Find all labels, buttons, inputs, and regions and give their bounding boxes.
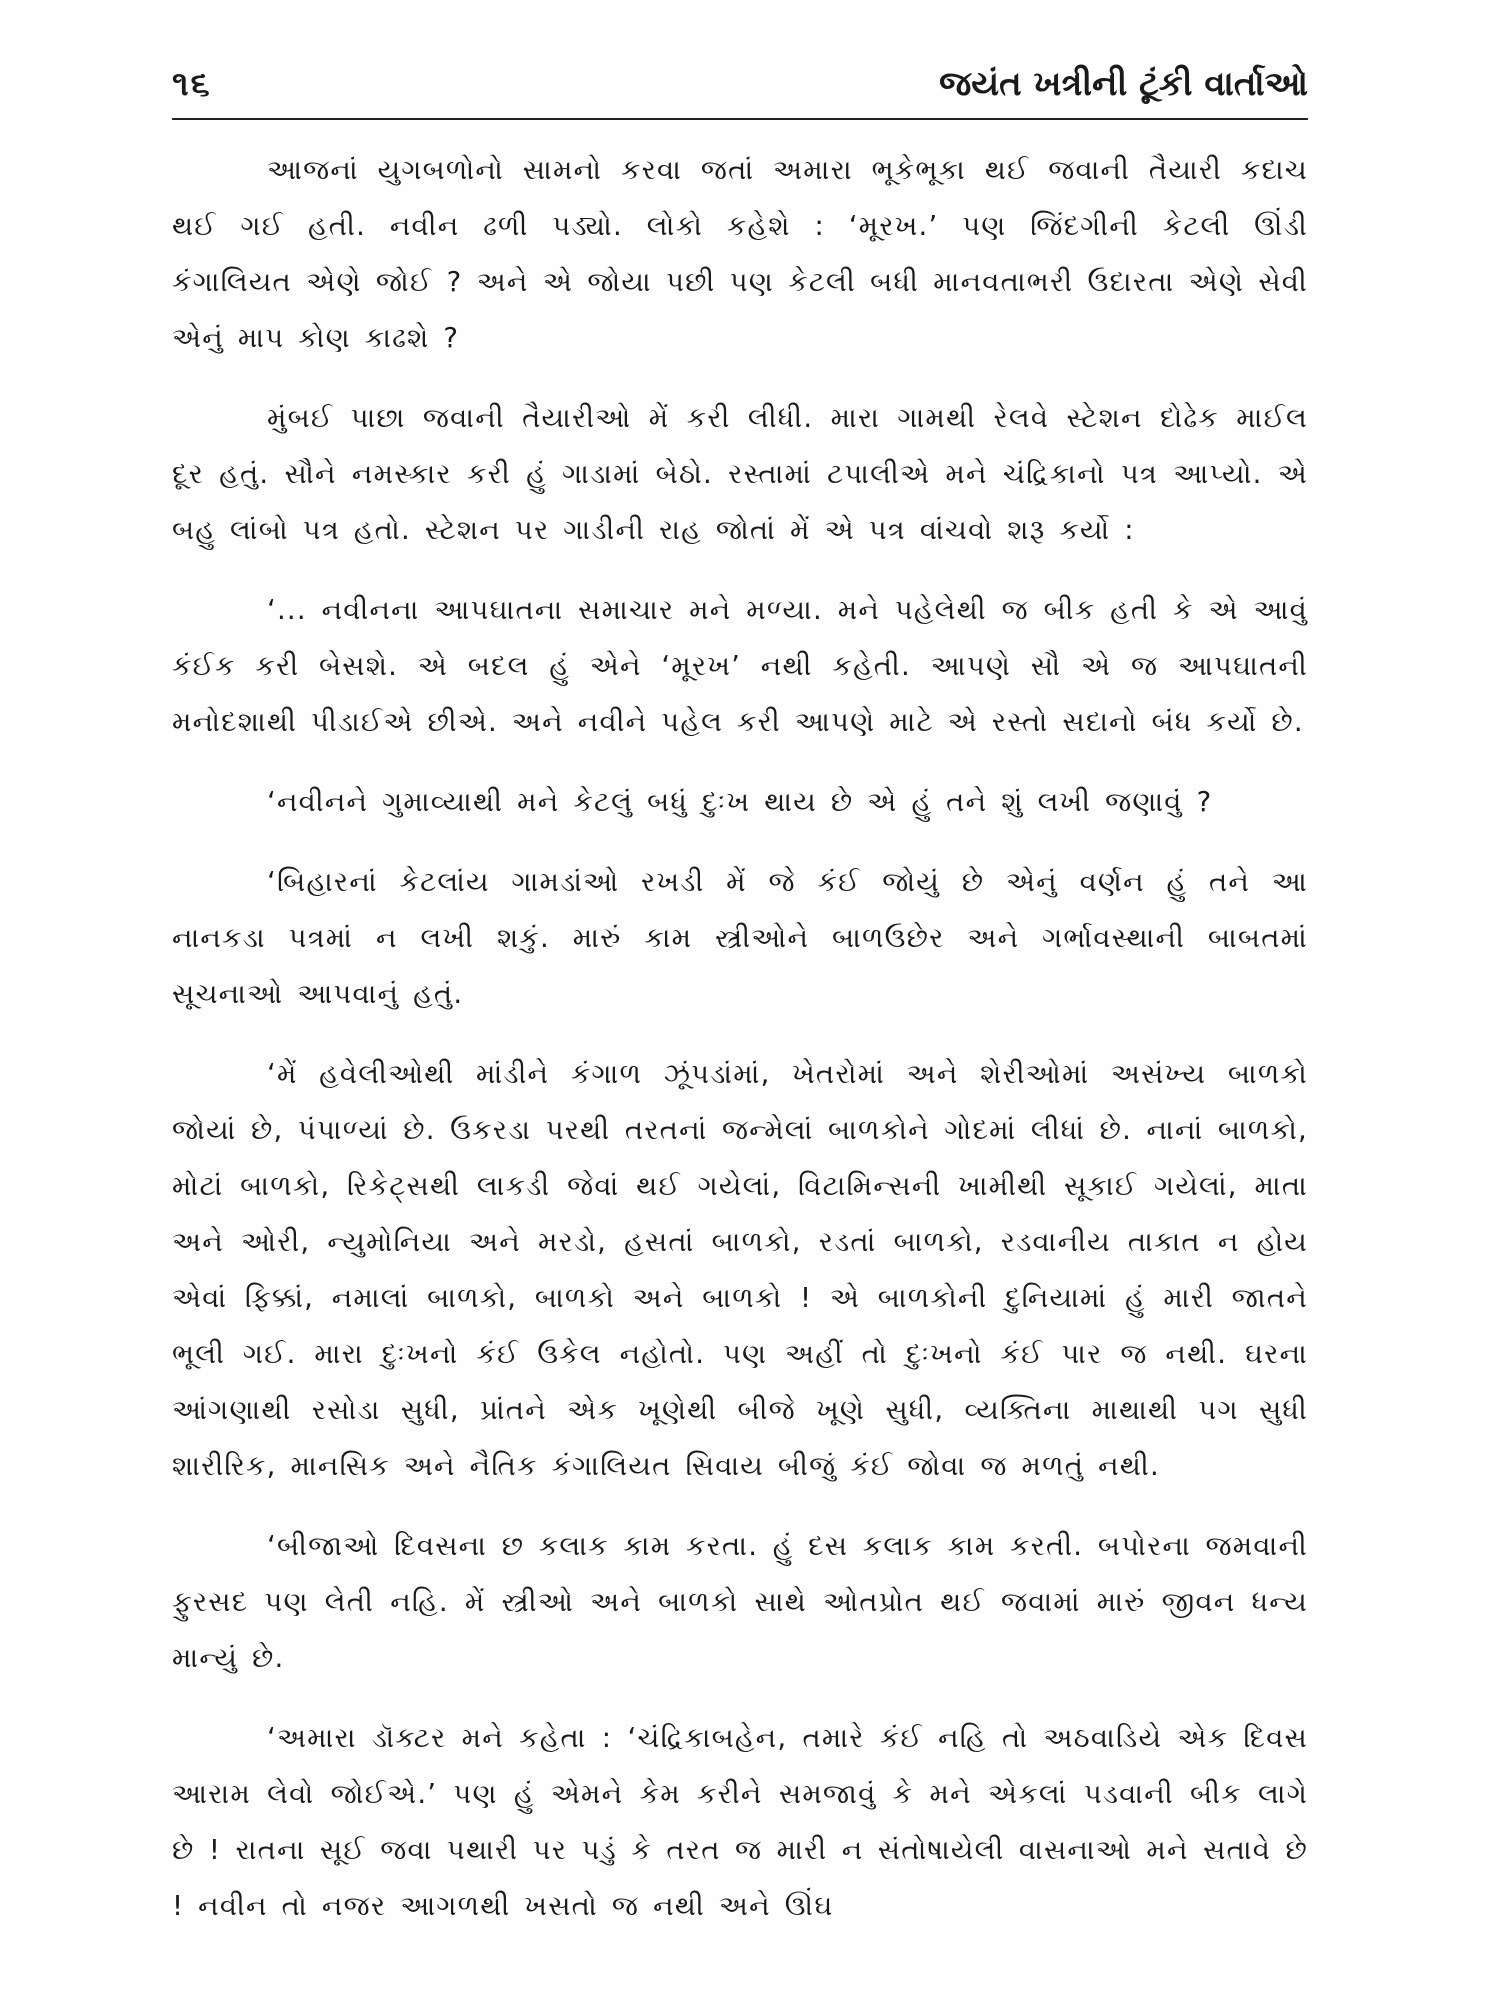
paragraph-6: ‘મેં હવેલીઓથી માંડીને કંગાળ ઝૂંપડાંમાં, ખેતરોમાં અને શેરીઓમાં અસંખ્ય બાળકો જોયાં છે, પંપાળ્યાં છે. ઉકરડા પરથી તરતનાં જન્મેલાં બાળકોને ગોદમાં લીધાં છે. નાનાં બાળકો, મોટાં બાળકો, રિકેટ્સથી લાકડી જેવાં થઈ ગયેલાં, વિટામિન્સની ખામીથી સૂકાઈ ગયેલાં, માતા અને ઓરી, ન્યુમોનિયા અને મરડો, હસતાં બાળકો, રડતાં બાળકો, રડવાનીય તાકાત ન હોય એવાં ફિક્કાં, નમાલાં બાળકો, બાળકો અને બાળકો ! એ બાળકોની દુનિયામાં હું મારી જાતને ભૂલી ગઈ. મારા દુઃખનો કંઈ ઉકેલ નહોતો. પણ અહીં તો દુઃખનો કંઈ પાર જ નથી. ઘરના આંગણાથી રસોડા સુધી, પ્રાંતને એક ખૂણેથી બીજે ખૂણે સુધી, વ્યક્તિના માથાથી પગ સુધી શારીરિક, માનસિક અને નૈતિક કંગાલિયત સિવાય બીજું કંઈ જોવા જ મળતું નથી. [172,1058,1308,1482]
page-header [172,58,1308,120]
paragraph-5: ‘બિહારનાં કેટલાંય ગામડાંઓ રખડી મેં જે કંઈ જોયું છે એનું વર્ણન હું તને આ નાનકડા પત્રમાં ન લખી શકું. મારું કામ સ્ત્રીઓને બાળઉછેર અને ગર્ભાવસ્થાની બાબતમાં સૂચનાઓ આપવાનું હતું. [172,866,1308,1010]
paragraph-3: ‘... નવીનના આપઘાતના સમાચાર મને મળ્યા. મને પહેલેથી જ બીક હતી કે એ આવું કંઈક કરી બેસશે. એ બદલ હું એને ‘મૂરખ’ નથી કહેતી. આપણે સૌ એ જ આપઘાતની મનોદશાથી પીડાઈએ છીએ. અને નવીને પહેલ કરી આપણે માટે એ રસ્તો સદાનો બંધ કર્યો છે. [172,594,1308,738]
running-title: જયંત ખત્રીની ટૂંકી વાર્તાઓ [939,64,1308,104]
paragraph-8: ‘અમારા ડૉક્ટર મને કહેતા : ‘ચંદ્રિકાબહેન, તમારે કંઈ નહિ તો અઠવાડિયે એક દિવસ આરામ લેવો જોઈએ.’ પણ હું એમને કેમ કરીને સમજાવું કે મને એકલાં પડવાની બીક લાગે છે ! રાતના સૂઈ જવા પથારી પર પડું કે તરત જ મારી ન સંતોષાયેલી વાસનાઓ મને સતાવે છે ! નવીન તો નજર આગળથી ખસતો જ નથી અને ઊંઘ [172,1722,1308,1922]
paragraph-7: ‘બીજાઓ દિવસના છ કલાક કામ કરતા. હું દસ કલાક કામ કરતી. બપોરના જમવાની ફુરસદ પણ લેતી નહિ. મેં સ્ત્રીઓ અને બાળકો સાથે ઓતપ્રોત થઈ જવામાં મારું જીવન ધન્ય માન્યું છે. [172,1530,1308,1674]
page-number: ૧૬ [172,64,212,104]
paragraph-1: આજનાં યુગબળોનો સામનો કરવા જતાં અમારા ભૂકેભૂકા થઈ જવાની તૈયારી કદાચ થઈ ગઈ હતી. નવીન ઢળી પડ્યો. લોકો કહેશે : ‘મૂરખ.’ પણ જિંદગીની કેટલી ઊંડી કંગાલિયત એણે જોઈ ? અને એ જોયા પછી પણ કેટલી બધી માનવતાભરી ઉદારતા એણે સેવી એનું માપ કોણ કાઢશે ? [172,154,1308,354]
body-text [172,142,1308,1958]
paragraph-4: ‘નવીનને ગુમાવ્યાથી મને કેટલું બધું દુઃખ થાય છે એ હું તને શું લખી જણાવું ? [267,786,1213,818]
paragraph-2: મુંબઈ પાછા જવાની તૈયારીઓ મેં કરી લીધી. મારા ગામથી રેલવે સ્ટેશન દોઢેક માઈલ દૂર હતું. સૌને નમસ્કાર કરી હું ગાડામાં બેઠો. રસ્તામાં ટપાલીએ મને ચંદ્રિકાનો પત્ર આપ્યો. એ બહુ લાંબો પત્ર હતો. સ્ટેશન પર ગાડીની રાહ જોતાં મેં એ પત્ર વાંચવો શરૂ કર્યો : [172,402,1308,546]
